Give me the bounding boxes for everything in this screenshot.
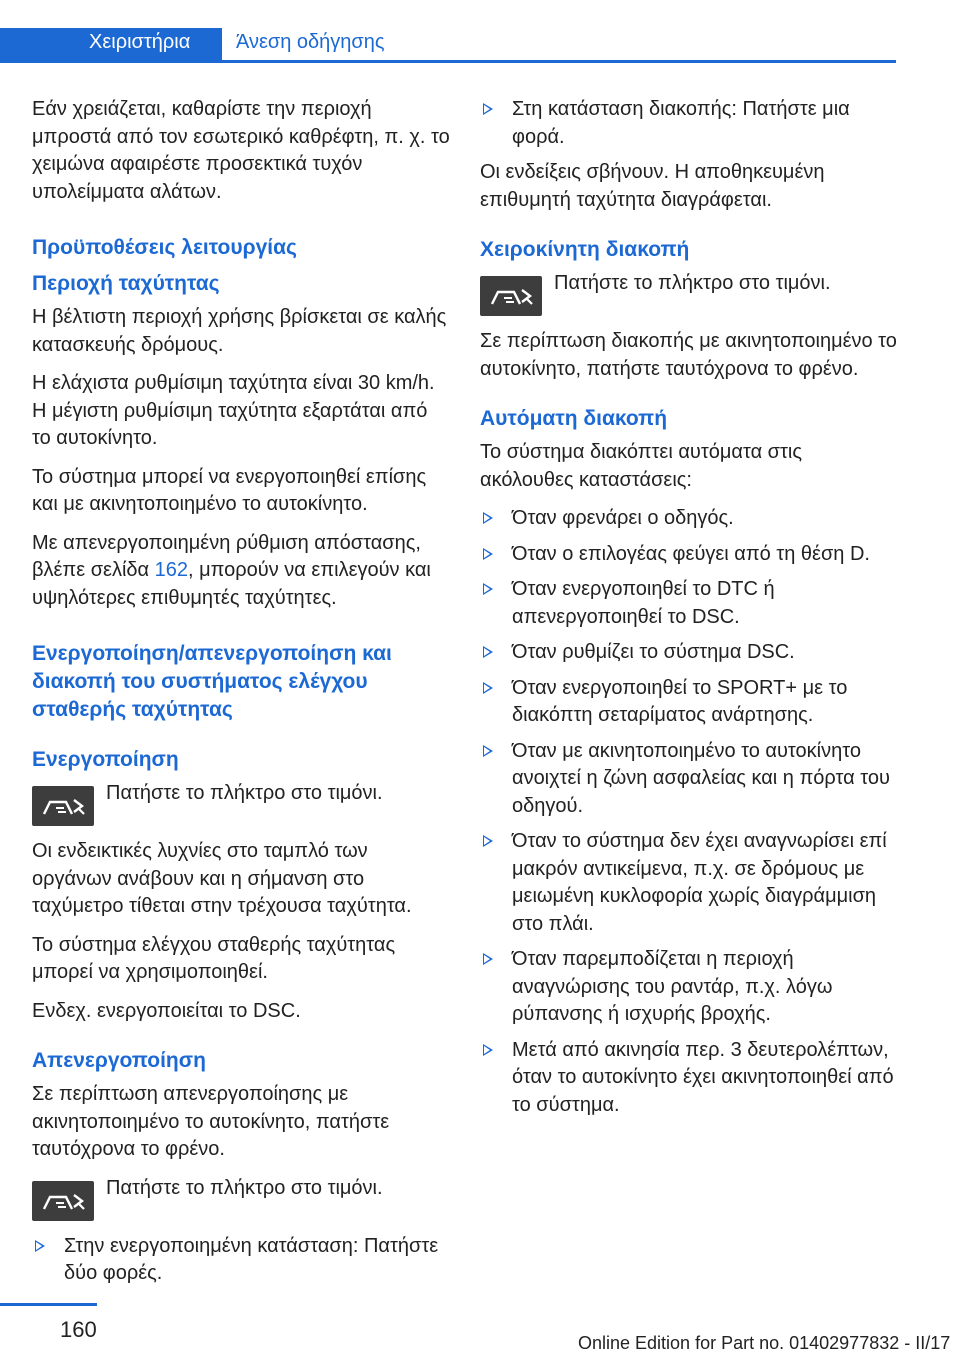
bullet-arrow-icon (35, 1240, 45, 1252)
paragraph-min-max-speed: Η ελάχιστα ρυθμίσιμη ταχύτητα είναι 30 km/h. Η μέγιστη ρυθμίσιμη ταχύτητα εξαρτάται από το αυτοκίνητο. (32, 372, 435, 449)
bullet-arrow-icon (483, 953, 493, 965)
press-key-text: Πατήστε το πλήκτρο στο τιμόνι. (554, 272, 831, 294)
heading-manual-interrupt: Χειροκίνητη διακοπή (480, 238, 690, 261)
bullet-arrow-icon (483, 583, 493, 595)
page-number: 160 (60, 1317, 97, 1342)
paragraph-interrupt-standstill: Σε περίπτωση διακοπής με ακινητοποιημένο το αυτοκίνητο, πατήστε ταυτόχρονα το φρένο. (480, 330, 897, 380)
list-item: Όταν ενεργοποιηθεί το SPORT+ με το διακόπτη σεταρίματος ανάρτησης. (480, 675, 898, 730)
deactivation-list-continued (480, 96, 898, 151)
list-item: Όταν ο επιλογέας φεύγει από τη θέση D. (480, 541, 898, 569)
steering-wheel-cruise-control-icon (480, 276, 542, 316)
key-instruction-activation (32, 780, 450, 826)
bullet-arrow-icon (483, 548, 493, 560)
automatic-interrupt-list (480, 505, 898, 1119)
steering-wheel-cruise-control-icon (32, 786, 94, 826)
tab-controls[interactable] (0, 28, 222, 63)
heading-automatic-interrupt: Αυτόματη διακοπή (480, 407, 668, 430)
bullet-arrow-icon (483, 103, 493, 115)
heading-speed-range: Περιοχή ταχύτητας (32, 272, 220, 295)
bullet-arrow-icon (483, 1044, 493, 1056)
tab-controls-label: Χειριστήρια (89, 31, 191, 53)
paragraph-standstill: Το σύστημα μπορεί να ενεργοποιηθεί επίσης και με ακινητοποιημένο το αυτοκίνητο. (32, 465, 427, 515)
heading-prerequisites: Προϋποθέσεις λειτουργίας (32, 236, 297, 259)
paragraph-usable: Το σύστημα ελέγχου σταθερής ταχύτητας μπορεί να χρησιμοποιηθεί. (32, 933, 396, 983)
steering-wheel-cruise-control-icon (32, 1181, 94, 1221)
list-item: Όταν ενεργοποιηθεί το DTC ή απενεργοποιηθεί το DSC. (480, 576, 898, 631)
paragraph-deactivation-standstill: Σε περίπτωση απενεργοποίησης με ακινητοποιημένο το αυτοκίνητο, πατήστε ταυτόχρονα το φρένο. (32, 1083, 390, 1160)
tab-driving-comfort[interactable]: Άνεση οδήγησης (236, 31, 385, 53)
paragraph-dsc: Ενδεχ. ενεργοποιείται το DSC. (32, 999, 301, 1022)
paragraph-distance-control: Με απενεργοποιημένη ρύθμιση απόστασης, βλέπε σελίδα 162, μπορούν να επιλεγούν και υψηλότερες επιθυμητές ταχύτητες. (32, 531, 431, 609)
left-column (32, 96, 450, 1296)
list-item: Όταν παρεμποδίζεται η περιοχή αναγνώρισης του ραντάρ, π.χ. λόγω ρύπανσης ή ισχυρής βροχής. (480, 946, 898, 1029)
list-item: Στην ενεργοποιημένη κατάσταση: Πατήστε δύο φορές. (32, 1233, 450, 1288)
list-item: Όταν ρυθμίζει το σύστημα DSC. (480, 639, 898, 667)
list-item: Όταν το σύστημα δεν έχει αναγνωρίσει επί μακρόν αντικείμενα, π.χ. σε δρόμους με μειωμένη κυκλοφορία χωρίς διαγράμμιση στο πλάι. (480, 828, 898, 938)
list-item: Όταν φρενάρει ο οδηγός. (480, 505, 898, 533)
key-instruction-deactivation (32, 1175, 450, 1221)
paragraph-auto-intro: Το σύστημα διακόπτει αυτόματα στις ακόλουθες καταστάσεις: (480, 441, 803, 491)
edition-note: Online Edition for Part no. 01402977832 - II/17 (578, 1333, 951, 1353)
press-key-text: Πατήστε το πλήκτρο στο τιμόνι. (106, 782, 383, 804)
bullet-arrow-icon (483, 512, 493, 524)
list-item: Όταν με ακινητοποιημένο το αυτοκίνητο ανοιχτεί η ζώνη ασφαλείας και η πόρτα του οδηγού. (480, 738, 898, 821)
page-header (0, 0, 896, 63)
heading-on-off: Ενεργοποίηση/απενεργοποίηση και διακοπή του συστήματος ελέγχου σταθερής ταχύτητας (32, 642, 392, 721)
bullet-arrow-icon (483, 682, 493, 694)
heading-activation: Ενεργοποίηση (32, 748, 179, 771)
list-item: Στη κατάσταση διακοπής: Πατήστε μια φορά. (480, 96, 898, 151)
right-column (480, 96, 898, 1127)
heading-deactivation: Απενεργοποίηση (32, 1049, 206, 1072)
page-link[interactable]: 162 (154, 559, 189, 581)
header-divider (0, 60, 896, 63)
bullet-arrow-icon (483, 646, 493, 658)
deactivation-list (32, 1233, 450, 1288)
paragraph-best-range: Η βέλτιστη περιοχή χρήσης βρίσκεται σε καλής κατασκευής δρόμους. (32, 306, 447, 356)
press-key-text: Πατήστε το πλήκτρο στο τιμόνι. (106, 1176, 383, 1199)
bullet-arrow-icon (483, 745, 493, 757)
intro-paragraph: Εάν χρειάζεται, καθαρίστε την περιοχή μπροστά από τον εσωτερικό καθρέφτη, π. χ. το χειμώνα αφαιρέστε προσεκτικά τυχόν υπολείμματα αλάτων. (32, 98, 450, 203)
paragraph-indicators-off: Οι ενδείξεις σβήνουν. Η αποθηκευμένη επιθυμητή ταχύτητα διαγράφεται. (480, 161, 825, 211)
paragraph-indicators: Οι ενδεικτικές λυχνίες στο ταμπλό των οργάνων ανάβουν και η σήμανση στο ταχύμετρο τίθεται στην τρέχουσα ταχύτητα. (32, 840, 412, 917)
bullet-arrow-icon (483, 835, 493, 847)
list-item: Μετά από ακινησία περ. 3 δευτερολέπτων, όταν το αυτοκίνητο έχει ακινητοποιηθεί από το σύστημα. (480, 1037, 898, 1120)
key-instruction-manual (480, 270, 898, 316)
footer-divider (0, 1303, 97, 1306)
